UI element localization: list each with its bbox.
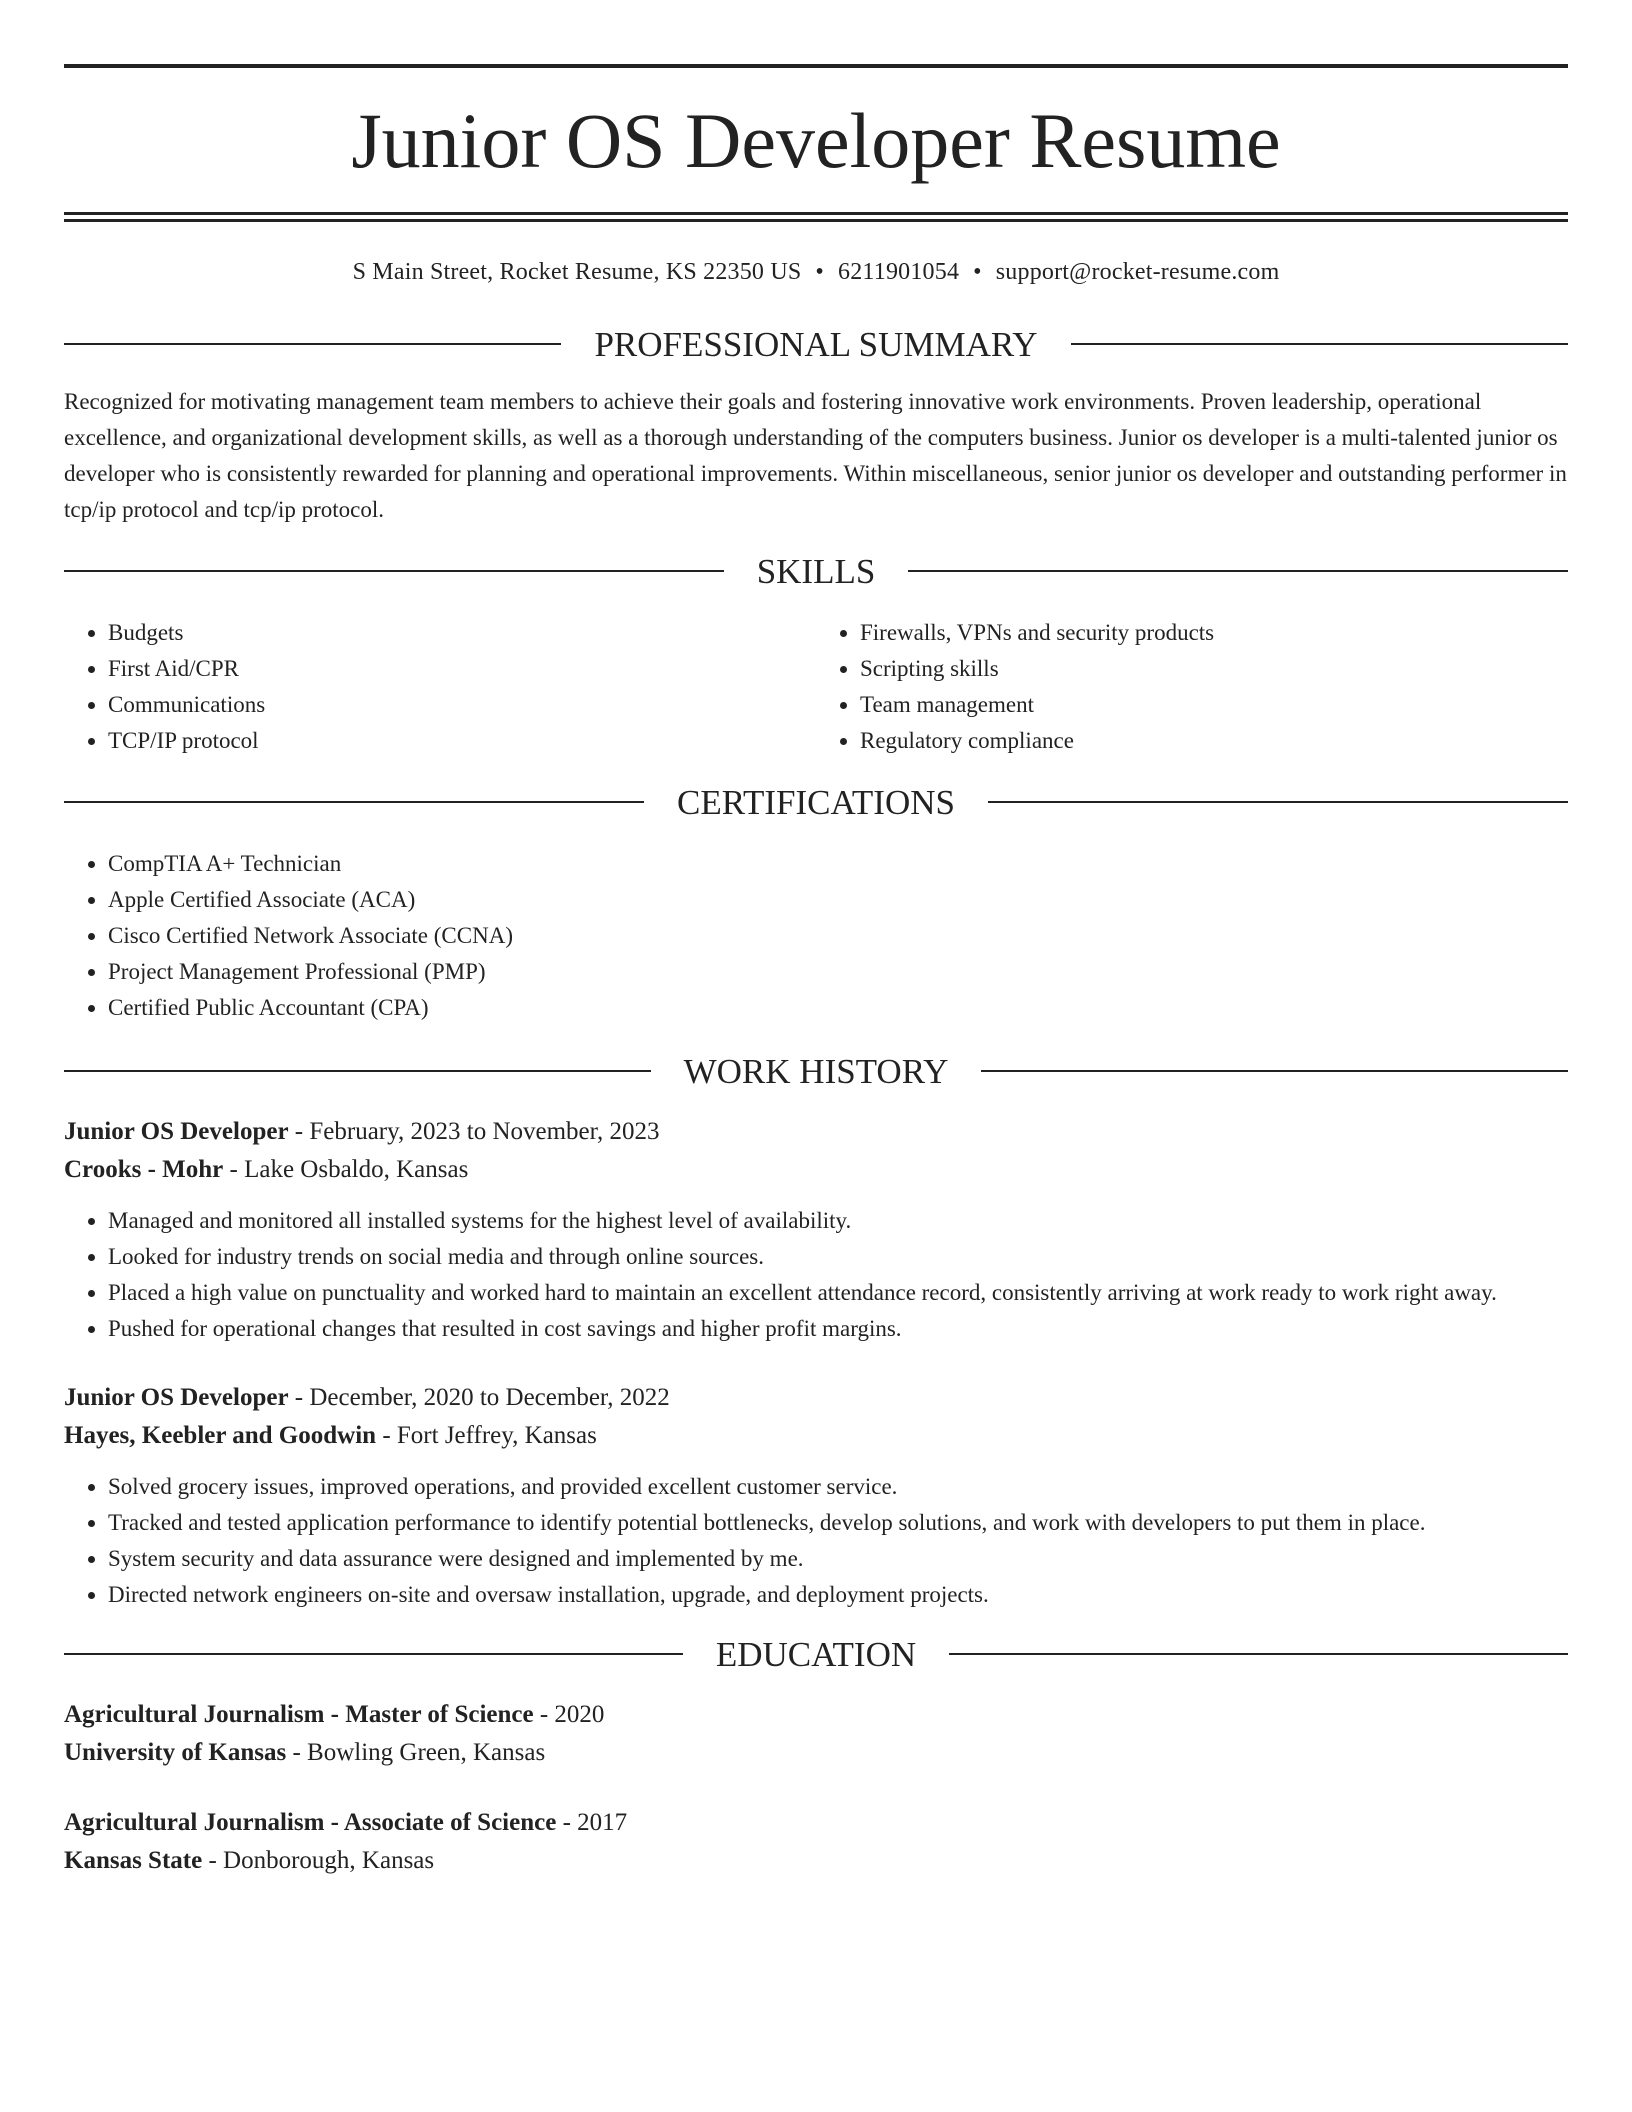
- skill-item: • Regulatory compliance: [860, 723, 1568, 759]
- summary-heading: [64, 324, 1568, 364]
- contact-phone: 6211901054: [838, 259, 960, 285]
- heading-rule-left: [64, 1653, 683, 1655]
- education-location: - Bowling Green, Kansas: [292, 1738, 546, 1766]
- job-company: Hayes, Keebler and Goodwin: [64, 1421, 377, 1449]
- job-title-line: [64, 1379, 1568, 1417]
- job-dates: - December, 2020 to December, 2022: [294, 1383, 670, 1411]
- education-degree-line: [64, 1696, 1568, 1734]
- skill-item: • Team management: [860, 687, 1568, 723]
- skill-item: • Scripting skills: [860, 651, 1568, 687]
- certification-item: • Project Management Professional (PMP): [108, 954, 1568, 990]
- certifications-list: [64, 846, 1568, 1026]
- skills-columns: [64, 615, 1568, 759]
- contact-email: support@rocket-resume.com: [995, 259, 1280, 285]
- job-entry: [64, 1113, 1568, 1347]
- title-double-rule: [64, 212, 1568, 222]
- work-heading: [64, 1051, 1568, 1091]
- job-title: Junior OS Developer: [64, 1117, 289, 1145]
- certifications-heading: [64, 782, 1568, 822]
- education-entry: [64, 1696, 1568, 1772]
- top-rule: [64, 64, 1568, 68]
- skill-item: • Budgets: [108, 615, 816, 651]
- heading-rule-right: [1071, 343, 1568, 345]
- job-bullet: • Looked for industry trends on social media and through online sources.: [108, 1239, 1568, 1275]
- education-degree: Agricultural Journalism - Associate of Science: [64, 1808, 557, 1836]
- skill-item: • Firewalls, VPNs and security products: [860, 615, 1568, 651]
- job-bullet: • Placed a high value on punctuality and worked hard to maintain an excellent attendance record, consistently arriving at work ready to work right away.: [108, 1275, 1568, 1311]
- certification-item: • Apple Certified Associate (ACA): [108, 882, 1568, 918]
- summary-heading-label: PROFESSIONAL SUMMARY: [594, 324, 1038, 364]
- contact-line: [64, 258, 1568, 287]
- heading-rule-left: [64, 570, 724, 572]
- summary-text: Recognized for motivating management team members to achieve their goals and fostering innovative work environments. Proven leadership, operational excellence, and organizational development skills, as well as a thorough understanding of the computers business. Junior os developer is a multi-talented junior os developer who is consistently rewarded for planning and operational improvements. Within miscellaneous, senior junior os developer and outstanding performer in tcp/ip protocol and tcp/ip protocol.: [64, 388, 1567, 522]
- contact-separator: •: [973, 259, 982, 285]
- job-dates: - February, 2023 to November, 2023: [294, 1117, 660, 1145]
- resume-title: Junior OS Developer Resume: [351, 97, 1281, 184]
- job-title-line: [64, 1113, 1568, 1151]
- education-school: University of Kansas: [64, 1738, 287, 1766]
- job-entry: [64, 1379, 1568, 1613]
- education-year: - 2020: [539, 1700, 605, 1728]
- work-heading-label: WORK HISTORY: [683, 1051, 949, 1091]
- education-degree: Agricultural Journalism - Master of Science: [64, 1700, 534, 1728]
- education-entry: [64, 1804, 1568, 1880]
- skills-heading-label: SKILLS: [756, 551, 876, 591]
- job-title: Junior OS Developer: [64, 1383, 289, 1411]
- skill-item: • First Aid/CPR: [108, 651, 816, 687]
- certification-item: • Cisco Certified Network Associate (CCNA): [108, 918, 1568, 954]
- job-bullets: [64, 1469, 1568, 1613]
- contact-address: S Main Street, Rocket Resume, KS 22350 US: [352, 259, 802, 285]
- job-bullet: • Directed network engineers on-site and oversaw installation, upgrade, and deployment projects.: [108, 1577, 1568, 1613]
- heading-rule-left: [64, 801, 644, 803]
- certification-item: • CompTIA A+ Technician: [108, 846, 1568, 882]
- certification-item: • Certified Public Accountant (CPA): [108, 990, 1568, 1026]
- job-company-line: [64, 1417, 1568, 1455]
- education-school-line: [64, 1842, 1568, 1880]
- education-degree-line: [64, 1804, 1568, 1842]
- job-company: Crooks - Mohr: [64, 1155, 224, 1183]
- job-location: - Fort Jeffrey, Kansas: [382, 1421, 597, 1449]
- education-school: Kansas State: [64, 1846, 203, 1874]
- education-location: - Donborough, Kansas: [208, 1846, 435, 1874]
- skill-item: • TCP/IP protocol: [108, 723, 816, 759]
- job-location: - Lake Osbaldo, Kansas: [229, 1155, 469, 1183]
- skill-item: • Communications: [108, 687, 816, 723]
- contact-separator: •: [815, 259, 825, 285]
- heading-rule-left: [64, 1070, 651, 1072]
- job-company-line: [64, 1151, 1568, 1189]
- certifications-heading-label: CERTIFICATIONS: [677, 782, 955, 822]
- heading-rule-right: [981, 1070, 1568, 1072]
- job-bullets: [64, 1203, 1568, 1347]
- job-bullet: • Pushed for operational changes that resulted in cost savings and higher profit margins.: [108, 1311, 1568, 1347]
- skills-list-right: [816, 615, 1568, 759]
- heading-rule-right: [908, 570, 1568, 572]
- education-heading-label: EDUCATION: [715, 1634, 917, 1674]
- job-bullet: • Tracked and tested application performance to identify potential bottlenecks, develop solutions, and work with developers to put them in place.: [108, 1505, 1568, 1541]
- heading-rule-left: [64, 343, 561, 345]
- job-bullet: • Managed and monitored all installed systems for the highest level of availability.: [108, 1203, 1568, 1239]
- job-bullet: • Solved grocery issues, improved operations, and provided excellent customer service.: [108, 1469, 1568, 1505]
- education-school-line: [64, 1734, 1568, 1772]
- heading-rule-right: [949, 1653, 1568, 1655]
- heading-rule-right: [988, 801, 1568, 803]
- skills-list-left: [64, 615, 816, 759]
- education-heading: [64, 1634, 1568, 1674]
- job-bullet: • System security and data assurance were designed and implemented by me.: [108, 1541, 1568, 1577]
- education-year: - 2017: [562, 1808, 628, 1836]
- skills-heading: [64, 551, 1568, 591]
